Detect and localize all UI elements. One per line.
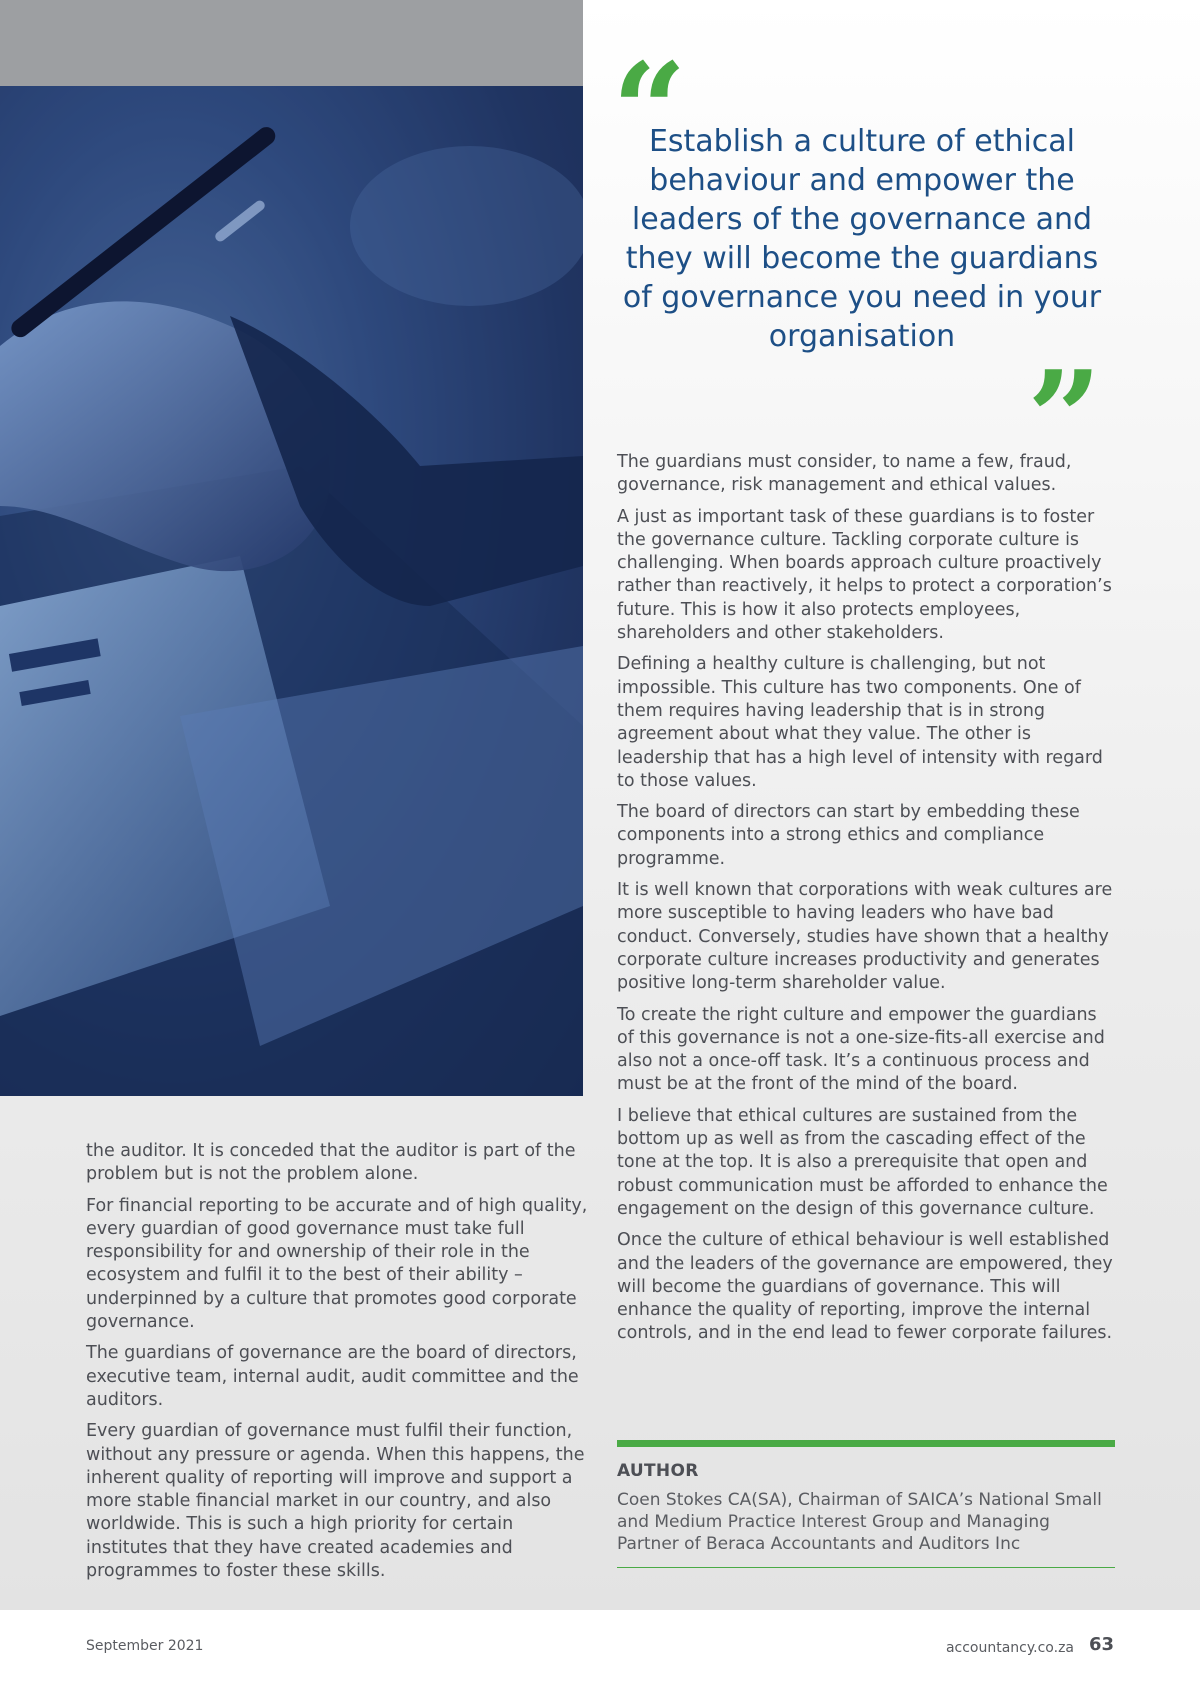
- page-number: 63: [1088, 1634, 1114, 1655]
- photo-illustration: [0, 86, 583, 1096]
- author-box: [617, 1440, 1115, 1568]
- author-divider: [617, 1567, 1115, 1568]
- paragraph: Defining a healthy culture is challenging, but not impossible. This culture has two components. One of them requires having leadership that is in strong agreement about what they value. The other is leadership that has a high level of intensity with regard to those values.: [617, 654, 1103, 791]
- paragraph: A just as important task of these guardians is to foster the governance culture. Tackling corporate culture is challenging. When boards approach culture proactively rather than reactively, it helps to protect a corporation’s future. This is how it also protects employees, shareholders and other stakeholders.: [617, 506, 1112, 644]
- paragraph: I believe that ethical cultures are sustained from the bottom up as well as from the cascading effect of the tone at the top. It is also a prerequisite that open and robust communication must be afforded to enhance the engagement on the design of this governance culture.: [617, 1105, 1108, 1219]
- paragraph: Once the culture of ethical behaviour is well established and the leaders of the governance are empowered, they will become the guardians of governance. This will enhance the quality of reporting, improve the internal controls, and in the end lead to fewer corporate failures.: [617, 1230, 1113, 1344]
- paragraph: To create the right culture and empower the guardians of this governance is not a one-size-fits-all exercise and also not a once-off task. It’s a continuous process and must be at the front of the mind of the board.: [617, 1004, 1105, 1095]
- author-heading: AUTHOR: [617, 1461, 699, 1481]
- paragraph: It is well known that corporations with weak cultures are more susceptible to having leaders who have bad conduct. Conversely, studies have shown that a healthy corporate culture increases productivity and generates positive long-term shareholder value.: [617, 880, 1113, 994]
- paragraph: The board of directors can start by embedding these components into a strong ethics and compliance programme.: [617, 802, 1080, 869]
- left-article-column: [86, 1140, 588, 1591]
- paragraph: For financial reporting to be accurate and of high quality, every guardian of good governance must take full responsibility for and ownership of their role in the ecosystem and fulfil it to the best of their ability – underpinned by a culture that promotes good corporate governance.: [86, 1195, 588, 1333]
- pull-quote-text: Establish a culture of ethical behaviour and empower the leaders of the governance and they will become the guardians of governance you need in your organisation: [622, 124, 1102, 354]
- author-accent-bar: [617, 1440, 1115, 1447]
- paragraph: the auditor. It is conceded that the auditor is part of the problem but is not the problem alone.: [86, 1141, 576, 1185]
- paragraph: Every guardian of governance must fulfil their function, without any pressure or agenda. When this happens, the inherent quality of reporting will improve and support a more stable financial market in our country, and also worldwide. This is such a high priority for certain institutes that they have created academies and programmes to foster these skills.: [86, 1421, 585, 1582]
- footer-date: September 2021: [86, 1638, 204, 1654]
- close-quote-icon: ”: [1027, 342, 1102, 495]
- hero-photo: [0, 86, 583, 1096]
- paragraph: The guardians must consider, to name a few, fraud, governance, risk management and ethical values.: [617, 452, 1072, 496]
- top-grey-band: [0, 0, 583, 86]
- footer-site-link[interactable]: accountancy.co.za: [945, 1640, 1074, 1656]
- open-quote-icon: “: [612, 34, 687, 187]
- right-article-column: [617, 451, 1115, 1354]
- paragraph: The guardians of governance are the board of directors, executive team, internal audit, audit committee and the auditors.: [86, 1343, 579, 1410]
- author-bio: Coen Stokes CA(SA), Chairman of SAICA’s National Small and Medium Practice Interest Group and Managing Partner of Beraca Accountants and Auditors Inc: [617, 1490, 1102, 1554]
